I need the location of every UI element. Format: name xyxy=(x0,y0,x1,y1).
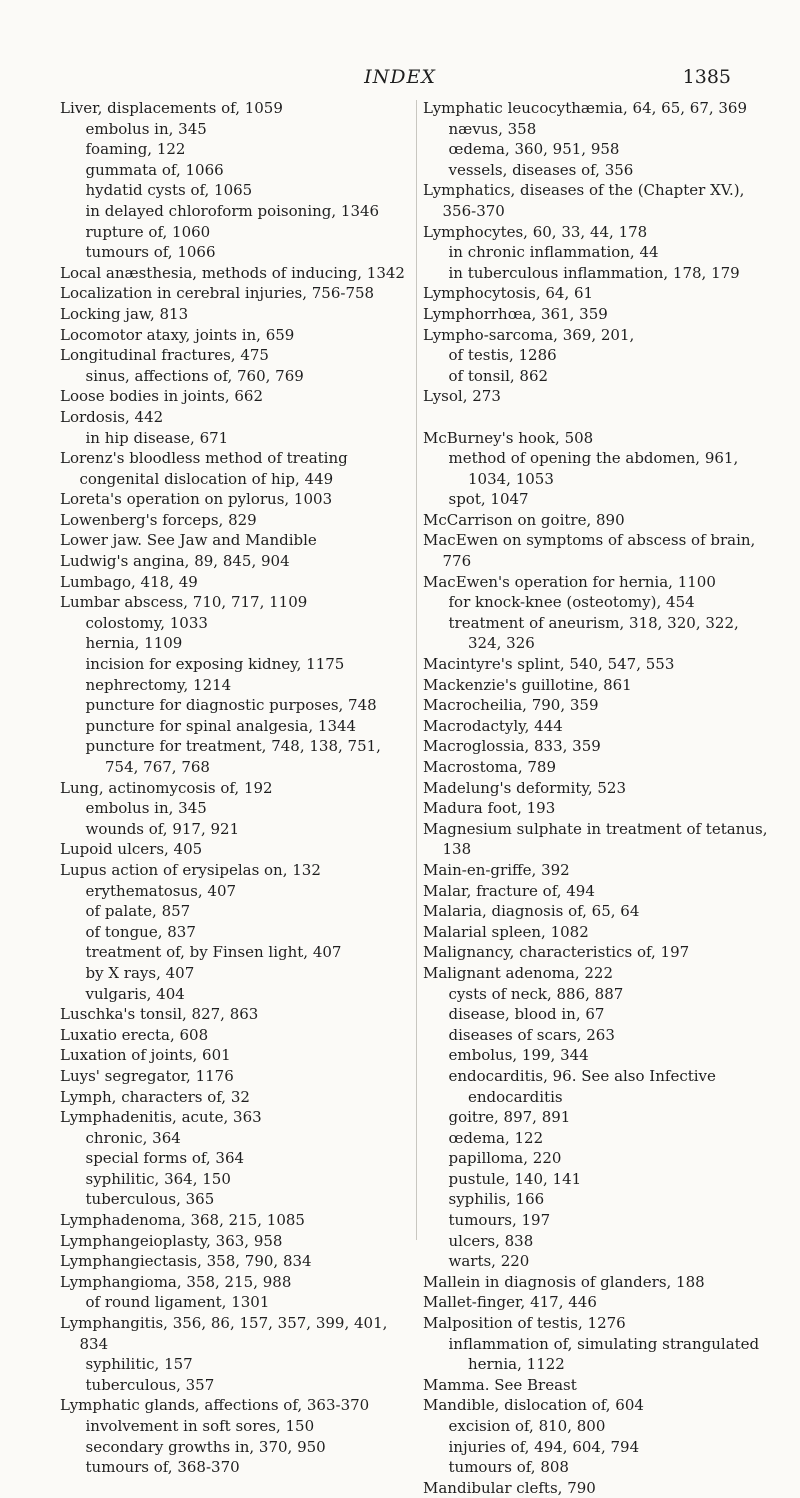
index-entry: Mamma. See Breast xyxy=(423,1375,577,1394)
index-subentry: nævus, 358 xyxy=(448,119,537,138)
index-entry: Mackenzie's guillotine, 861 xyxy=(423,675,632,694)
index-entry: Luxatio erecta, 608 xyxy=(60,1025,209,1044)
index-entry: Madura foot, 193 xyxy=(423,799,556,818)
index-entry: Malposition of testis, 1276 xyxy=(423,1314,626,1333)
index-subentry: endocarditis, 96. See also Infective endocarditis xyxy=(448,1066,716,1106)
index-subentry: tuberculous, 357 xyxy=(85,1375,215,1394)
index-subentry: gummata of, 1066 xyxy=(85,160,224,179)
index-subentry: tuberculous, 365 xyxy=(85,1190,215,1209)
index-subentry: ulcers, 838 xyxy=(448,1231,534,1250)
index-subentry: cysts of neck, 886, 887 xyxy=(448,984,624,1003)
index-column-left xyxy=(60,98,412,1478)
index-subentry: wounds of, 917, 921 xyxy=(85,819,240,838)
index-subentry: foaming, 122 xyxy=(85,140,186,159)
index-subentry: œdema, 360, 951, 958 xyxy=(448,140,620,159)
index-entry: Lordosis, 442 xyxy=(60,407,164,426)
index-subentry: warts, 220 xyxy=(448,1252,530,1271)
index-entry: Lympho-sarcoma, 369, 201, xyxy=(423,325,635,344)
index-entry: Lymphocytes, 60, 33, 44, 178 xyxy=(423,222,648,241)
index-entry: Magnesium sulphate in treatment of tetanus, 138 xyxy=(423,819,768,859)
index-subentry: tumours of, 808 xyxy=(448,1458,569,1477)
index-entry: Ludwig's angina, 89, 845, 904 xyxy=(60,552,290,571)
index-entry: Macrocheilia, 790, 359 xyxy=(423,696,599,715)
index-subentry: tumours, 197 xyxy=(448,1211,551,1230)
index-entry: Loose bodies in joints, 662 xyxy=(60,387,263,406)
index-entry: Localization in cerebral injuries, 756-758 xyxy=(60,284,375,303)
index-entry: Lumbago, 418, 49 xyxy=(60,572,198,591)
index-entry: Lymphatics, diseases of the (Chapter XV.), 356-370 xyxy=(423,181,745,220)
index-subentry: œdema, 122 xyxy=(448,1128,544,1147)
index-entry: Lymphatic leucocythæmia, 64, 65, 67, 369 xyxy=(423,99,748,117)
index-subentry: in hip disease, 671 xyxy=(85,428,229,447)
index-subentry: sinus, affections of, 760, 769 xyxy=(85,366,304,385)
running-title: INDEX xyxy=(364,66,436,88)
section-gap xyxy=(423,407,769,428)
index-subentry: injuries of, 494, 604, 794 xyxy=(448,1437,640,1456)
index-subentry: special forms of, 364 xyxy=(85,1149,245,1168)
index-entry: Malarial spleen, 1082 xyxy=(423,922,589,941)
index-subentry: excision of, 810, 800 xyxy=(448,1417,606,1435)
index-subentry: pustule, 140, 141 xyxy=(448,1169,582,1188)
index-subentry: for knock-knee (osteotomy), 454 xyxy=(448,593,695,612)
index-entry: Macroglossia, 833, 359 xyxy=(423,737,601,756)
index-subentry: treatment of aneurism, 318, 320, 322, 324, 326 xyxy=(448,613,739,653)
index-entry: Lupus action of erysipelas on, 132 xyxy=(60,860,321,879)
index-entry: Mallein in diagnosis of glanders, 188 xyxy=(423,1272,705,1291)
index-entry: Lymphangioma, 358, 215, 988 xyxy=(60,1272,292,1291)
index-subentry: hernia, 1109 xyxy=(85,634,183,653)
index-subentry: rupture of, 1060 xyxy=(85,222,211,241)
index-subentry: method of opening the abdomen, 961, 1034, 1053 xyxy=(448,449,739,488)
index-subentry: inflammation of, simulating strangulated hernia, 1122 xyxy=(448,1334,760,1374)
index-entry: Lupoid ulcers, 405 xyxy=(60,840,203,859)
index-entry: Main-en-griffe, 392 xyxy=(423,860,570,879)
index-entry: Macintyre's splint, 540, 547, 553 xyxy=(423,655,675,674)
index-subentry: nephrectomy, 1214 xyxy=(85,675,232,694)
index-subentry: spot, 1047 xyxy=(448,490,529,509)
index-entry: Luxation of joints, 601 xyxy=(60,1046,231,1065)
index-subentry: vessels, diseases of, 356 xyxy=(448,160,634,179)
index-entry: Lumbar abscess, 710, 717, 1109 xyxy=(60,593,308,612)
index-entry: Locking jaw, 813 xyxy=(60,304,189,323)
column-divider xyxy=(416,100,417,1240)
index-column-right xyxy=(423,98,769,1498)
index-entry: Locomotor ataxy, joints in, 659 xyxy=(60,325,295,344)
index-subentry: papilloma, 220 xyxy=(448,1149,562,1168)
index-entry: Lysol, 273 xyxy=(423,387,501,406)
index-subentry: embolus in, 345 xyxy=(85,119,207,138)
index-entry: Lymphadenitis, acute, 363 xyxy=(60,1108,262,1127)
index-subentry: tumours of, 368-370 xyxy=(85,1458,240,1477)
index-subentry: in chronic inflammation, 44 xyxy=(448,243,659,262)
index-entry: Malignant adenoma, 222 xyxy=(423,963,614,982)
index-subentry: of testis, 1286 xyxy=(448,346,557,365)
index-entry: Local anæsthesia, methods of inducing, 1342 xyxy=(60,263,405,282)
index-entry: Mallet-finger, 417, 446 xyxy=(423,1293,597,1312)
index-subentry: involvement in soft sores, 150 xyxy=(85,1417,315,1435)
index-entry: Lower jaw. See Jaw and Mandible xyxy=(60,531,317,550)
index-entry: Liver, displacements of, 1059 xyxy=(60,99,283,117)
index-entry: Luys' segregator, 1176 xyxy=(60,1066,234,1085)
index-entry: McBurney's hook, 508 xyxy=(423,428,594,447)
index-entry: Malaria, diagnosis of, 65, 64 xyxy=(423,902,640,921)
index-subentry: syphilis, 166 xyxy=(448,1190,545,1209)
index-subentry: of palate, 857 xyxy=(85,902,191,921)
index-subentry: puncture for diagnostic purposes, 748 xyxy=(85,696,377,715)
index-entry: Longitudinal fractures, 475 xyxy=(60,346,269,365)
index-subentry: syphilitic, 364, 150 xyxy=(85,1169,231,1188)
index-subentry: of tongue, 837 xyxy=(85,922,196,941)
index-subentry: in delayed chloroform poisoning, 1346 xyxy=(85,201,380,220)
index-entry: Macrodactyly, 444 xyxy=(423,716,563,735)
index-subentry: embolus, 199, 344 xyxy=(448,1046,589,1065)
index-subentry: of round ligament, 1301 xyxy=(85,1293,270,1312)
index-subentry: by X rays, 407 xyxy=(85,963,195,982)
index-entry: Madelung's deformity, 523 xyxy=(423,778,627,797)
index-subentry: diseases of scars, 263 xyxy=(448,1025,615,1044)
index-subentry: colostomy, 1033 xyxy=(85,613,208,632)
index-entry: Mandibular clefts, 790 xyxy=(423,1478,596,1497)
index-entry: Lorenz's bloodless method of treating congenital dislocation of hip, 449 xyxy=(60,449,348,488)
page-header xyxy=(0,66,800,96)
index-subentry: tumours of, 1066 xyxy=(85,243,216,262)
index-entry: Lung, actinomycosis of, 192 xyxy=(60,778,273,797)
index-entry: Malar, fracture of, 494 xyxy=(423,881,595,900)
index-entry: Lymphadenoma, 368, 215, 1085 xyxy=(60,1211,305,1230)
index-entry: Loreta's operation on pylorus, 1003 xyxy=(60,490,333,509)
index-entry: Lymphorrhœa, 361, 359 xyxy=(423,304,608,323)
index-entry: Lymph, characters of, 32 xyxy=(60,1087,250,1106)
index-subentry: of tonsil, 862 xyxy=(448,366,549,385)
index-subentry: incision for exposing kidney, 1175 xyxy=(85,655,345,674)
index-entry: Malignancy, characteristics of, 197 xyxy=(423,943,690,962)
index-subentry: embolus in, 345 xyxy=(85,799,207,818)
index-subentry: treatment of, by Finsen light, 407 xyxy=(85,943,342,962)
index-subentry: in tuberculous inflammation, 178, 179 xyxy=(448,263,740,282)
index-subentry: chronic, 364 xyxy=(85,1128,181,1147)
index-entry: Mandible, dislocation of, 604 xyxy=(423,1396,644,1415)
index-entry: Lymphocytosis, 64, 61 xyxy=(423,284,594,303)
index-entry: Lymphangitis, 356, 86, 157, 357, 399, 401, 834 xyxy=(60,1314,388,1353)
index-subentry: goitre, 897, 891 xyxy=(448,1108,571,1127)
index-subentry: puncture for spinal analgesia, 1344 xyxy=(85,716,357,735)
index-entry: MacEwen's operation for hernia, 1100 xyxy=(423,572,716,591)
index-subentry: puncture for treatment, 748, 138, 751, 754, 767, 768 xyxy=(85,737,381,776)
index-entry: McCarrison on goitre, 890 xyxy=(423,510,625,529)
index-entry: Lowenberg's forceps, 829 xyxy=(60,510,257,529)
index-subentry: vulgaris, 404 xyxy=(85,984,185,1003)
index-entry: Macrostoma, 789 xyxy=(423,758,556,776)
index-entry: MacEwen on symptoms of abscess of brain, 776 xyxy=(423,531,756,571)
index-subentry: syphilitic, 157 xyxy=(85,1355,193,1374)
page-number: 1385 xyxy=(682,66,731,88)
index-entry: Lymphangeioplasty, 363, 958 xyxy=(60,1231,283,1250)
index-entry: Lymphatic glands, affections of, 363-370 xyxy=(60,1396,370,1415)
index-entry: Luschka's tonsil, 827, 863 xyxy=(60,1005,259,1024)
index-subentry: erythematosus, 407 xyxy=(85,881,237,900)
index-entry: Lymphangiectasis, 358, 790, 834 xyxy=(60,1252,312,1271)
index-subentry: disease, blood in, 67 xyxy=(448,1005,605,1024)
index-subentry: hydatid cysts of, 1065 xyxy=(85,181,253,200)
index-subentry: secondary growths in, 370, 950 xyxy=(85,1437,326,1456)
